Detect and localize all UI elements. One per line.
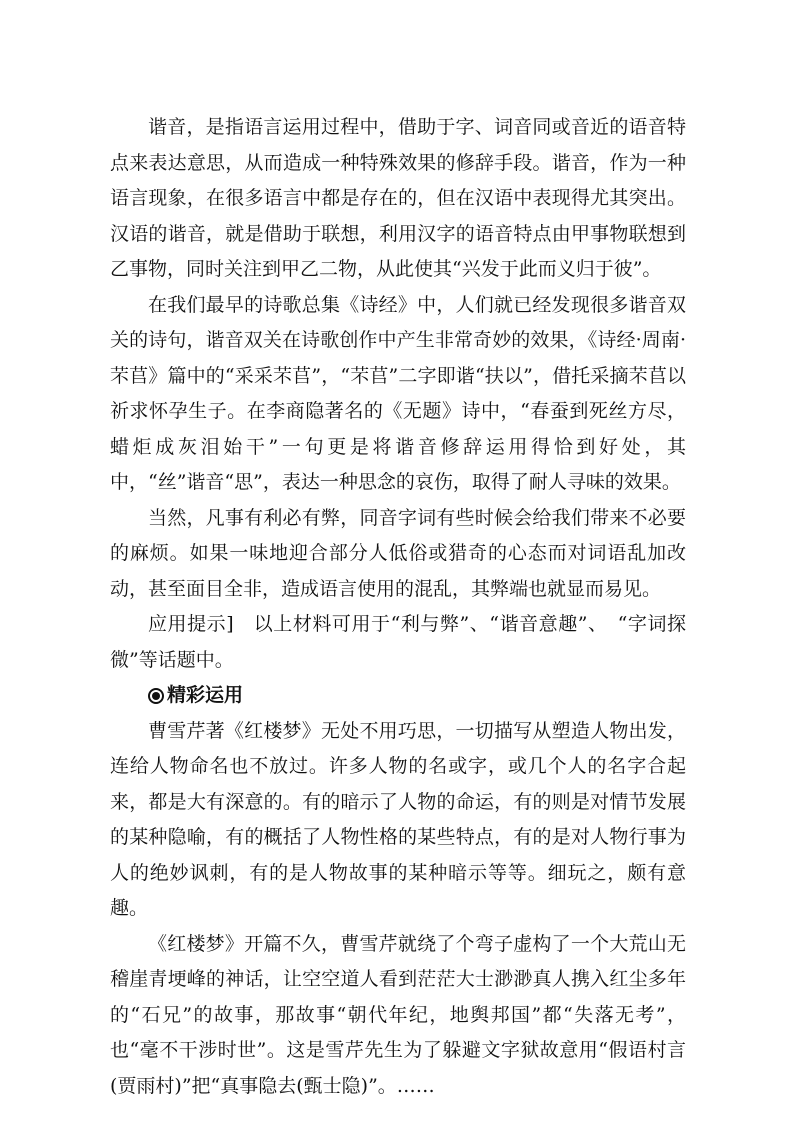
paragraph-hongloumeng-opening: 《红楼梦》开篇不久，曹雪芹就绕了个弯子虚构了一个大荒山无稽崖青埂峰的神话，让空空道人看到茫茫大士渺渺真人携入红尘多年的“石兄”的故事，那故事“朝代年纪，地舆邦国”都“失落无考”，也“毫不干涉时世”。这是雪芹先生为了躲避文字狱故意用“假语村言(贾雨村)”把“真事隐去(甄士隐)”。…… <box>110 932 686 1097</box>
section-heading-text: 精彩运用 <box>167 684 244 706</box>
section-heading <box>110 678 686 714</box>
document-page <box>110 110 686 1104</box>
paragraph-hongloumeng-names: 曹雪芹著《红楼梦》无处不用巧思，一切描写从塑造人物出发，连给人物命名也不放过。许多人物的名或字，或几个人的名字合起来，都是大有深意的。有的暗示了人物的命运，有的则是对情节发展的某种隐喻，有的概括了人物性格的某些特点，有的是对人物行事为人的绝妙讽刺，有的是人物故事的某种暗示等等。细玩之，颇有意趣。 <box>110 719 686 919</box>
application-tip-label: 应用提示] <box>148 613 234 635</box>
application-tip-text: 以上材料可用于“利与弊”、“谐音意趣”、 “字词探微”等话题中。 <box>110 613 686 671</box>
circle-bullet-icon <box>148 688 164 704</box>
paragraph-drawbacks: 当然，凡事有利必有弊，同音字词有些时候会给我们带来不必要的麻烦。如果一味地迎合部分人低俗或猎奇的心态而对词语乱加改动，甚至面目全非，造成语言使用的混乱，其弊端也就显而易见。 <box>110 506 686 600</box>
paragraph-shijing-examples: 在我们最早的诗歌总集《诗经》中，人们就已经发现很多谐音双关的诗句，谐音双关在诗歌创作中产生非常奇妙的效果，《诗经·周南·芣苢》篇中的“采采芣苢”，“芣苢”二字即谐“扶以”，借托采摘芣苢以祈求怀孕生子。在李商隐著名的《无题》诗中，“春蚕到死丝方尽，蜡炬成灰泪始干”一句更是将谐音修辞运用得恰到好处，其中，“丝”谐音“思”，表达一种思念的哀伤，取得了耐人寻味的效果。 <box>110 293 686 493</box>
paragraph-homophone-definition: 谐音，是指语言运用过程中，借助于字、词音同或音近的语音特点来表达意思，从而造成一种特殊效果的修辞手段。谐音，作为一种语言现象，在很多语言中都是存在的，但在汉语中表现得尤其突出。汉语的谐音，就是借助于联想，利用汉字的语音特点由甲事物联想到乙事物，同时关注到甲乙二物，从此使其“兴发于此而义归于彼”。 <box>110 116 686 280</box>
paragraph-application-tip <box>110 607 686 678</box>
